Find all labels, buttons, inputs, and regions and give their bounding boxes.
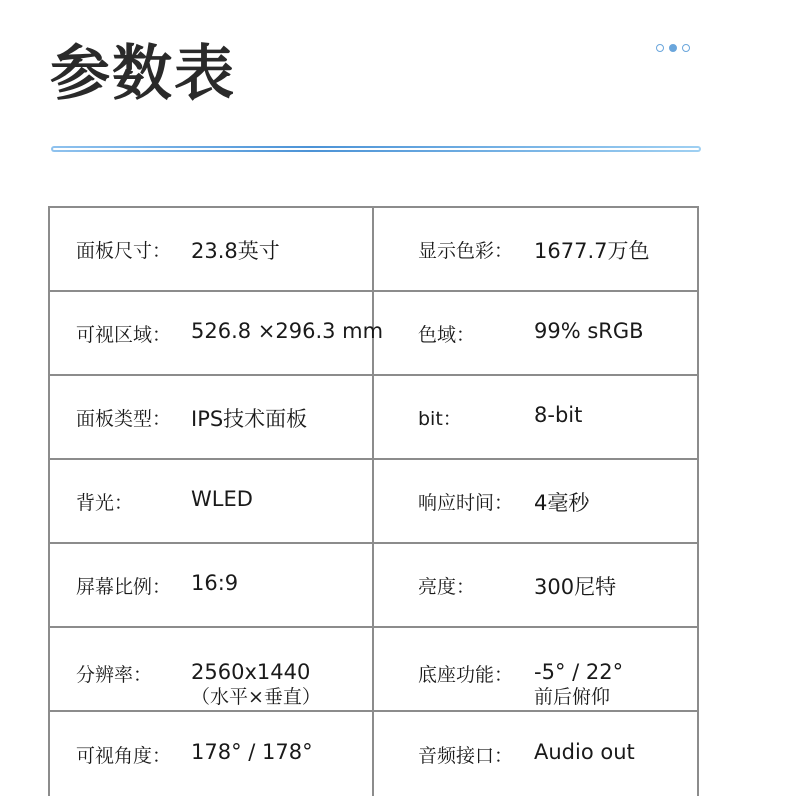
spec-row [49, 459, 698, 543]
spec-label: 显示色彩： [418, 240, 514, 262]
spec-row [49, 627, 698, 711]
spec-label: 响应时间： [418, 492, 514, 514]
spec-cell [373, 207, 698, 291]
spec-value-secondary: 前后俯仰 [534, 686, 611, 708]
spec-row [49, 375, 698, 459]
spec-cell [49, 543, 373, 627]
spec-cell [49, 375, 373, 459]
spec-value: IPS技术面板 [191, 407, 308, 431]
spec-cell [49, 627, 373, 711]
spec-label: 亮度： [418, 576, 476, 598]
page-title: 参数表 [50, 39, 236, 109]
spec-cell [373, 459, 698, 543]
spec-value: 300尼特 [534, 575, 617, 599]
spec-value: 178° / 178° [191, 740, 313, 764]
spec-cell [373, 711, 698, 796]
carousel-dot-active[interactable] [669, 44, 677, 52]
spec-value: 23.8英寸 [191, 239, 280, 263]
spec-row [49, 543, 698, 627]
spec-cell [49, 459, 373, 543]
spec-cell [373, 627, 698, 711]
spec-row [49, 207, 698, 291]
spec-label: 音频接口： [418, 745, 514, 767]
spec-value: 4毫秒 [534, 491, 590, 515]
spec-cell [373, 543, 698, 627]
spec-cell [373, 375, 698, 459]
spec-label: 背光： [76, 492, 134, 514]
spec-value: 1677.7万色 [534, 239, 650, 263]
spec-cell [373, 291, 698, 375]
spec-label: 分辨率： [76, 664, 153, 686]
spec-value: 16:9 [191, 571, 239, 595]
carousel-dot[interactable] [656, 44, 664, 52]
title-divider [51, 146, 701, 152]
spec-value: -5° / 22° [534, 660, 624, 684]
spec-value: 526.8 ×296.3 mm [191, 319, 384, 343]
spec-value-secondary: （水平×垂直） [191, 686, 321, 708]
spec-row [49, 291, 698, 375]
spec-table [48, 206, 699, 796]
spec-row [49, 711, 698, 796]
spec-value: Audio out [534, 740, 635, 764]
spec-value: 2560x1440 [191, 660, 311, 684]
spec-label: 底座功能： [418, 664, 514, 686]
spec-value: 99% sRGB [534, 319, 644, 343]
spec-value: WLED [191, 487, 253, 511]
spec-cell [49, 207, 373, 291]
spec-label: bit： [418, 408, 462, 430]
spec-label: 色域： [418, 324, 476, 346]
carousel-dot[interactable] [682, 44, 690, 52]
spec-label: 屏幕比例： [76, 576, 172, 598]
spec-label: 可视角度： [76, 745, 172, 767]
spec-label: 面板尺寸： [76, 240, 172, 262]
spec-label: 可视区域： [76, 324, 172, 346]
spec-cell [49, 711, 373, 796]
carousel-indicator[interactable] [656, 44, 690, 52]
spec-cell [49, 291, 384, 375]
spec-value: 8-bit [534, 403, 583, 427]
spec-label: 面板类型： [76, 408, 172, 430]
